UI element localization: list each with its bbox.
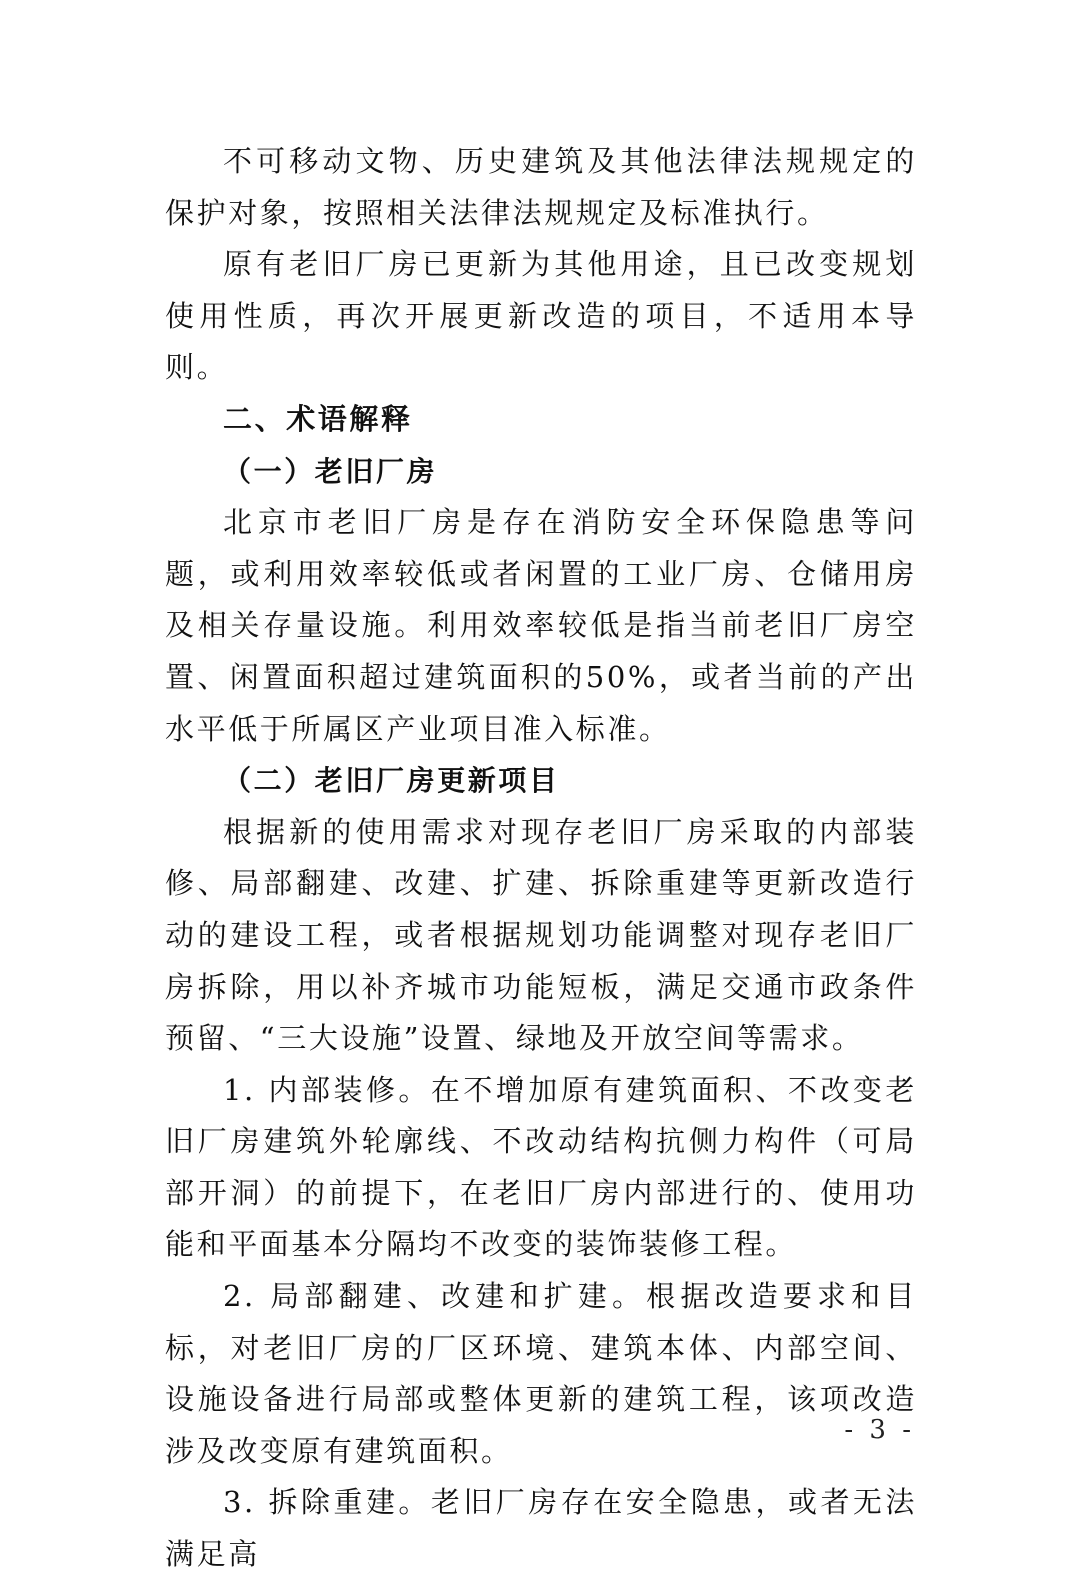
page-number: - 3 - [844,1415,915,1445]
paragraph-interior-decoration: 1. 内部装修。在不增加原有建筑面积、不改变老旧厂房建筑外轮廓线、不改动结构抗侧力构件（可局部开洞）的前提下，在老旧厂房内部进行的、使用功能和平面基本分隔均不改变的装饰装修工程。 [165,1072,917,1262]
paragraph-demolition-rebuild: 3. 拆除重建。老旧厂房存在安全隐患，或者无法满足高 [165,1485,917,1572]
subheading-renewal-project: （二）老旧厂房更新项目 [223,764,560,798]
section-heading-terminology: 二、术语解释 [223,401,413,436]
document-body [165,136,917,1581]
paragraph-not-applicable: 原有老旧厂房已更新为其他用途，且已改变规划使用性质，再次开展更新改造的项目，不适用本导则。 [165,247,917,385]
subheading-old-factory: （一）老旧厂房 [223,454,438,488]
paragraph-old-factory-definition: 北京市老旧厂房是存在消防安全环保隐患等问题，或利用效率较低或者闲置的工业厂房、仓储用房及相关存量设施。利用效率较低是指当前老旧厂房空置、闲置面积超过建筑面积的50%，或者当前的产出水平低于所属区产业项目准入标准。 [165,505,917,746]
paragraph-partial-rebuild: 2. 局部翻建、改建和扩建。根据改造要求和目标，对老旧厂房的厂区环境、建筑本体、内部空间、设施设备进行局部或整体更新的建筑工程，该项改造涉及改变原有建筑面积。 [165,1279,917,1468]
paragraph-protected-objects: 不可移动文物、历史建筑及其他法律法规规定的保护对象，按照相关法律法规规定及标准执行。 [165,144,917,230]
paragraph-renewal-project-definition: 根据新的使用需求对现存老旧厂房采取的内部装修、局部翻建、改建、扩建、拆除重建等更新改造行动的建设工程，或者根据规划功能调整对现存老旧厂房拆除，用以补齐城市功能短板，满足交通市政条件预留、“三大设施”设置、绿地及开放空间等需求。 [165,814,917,1056]
